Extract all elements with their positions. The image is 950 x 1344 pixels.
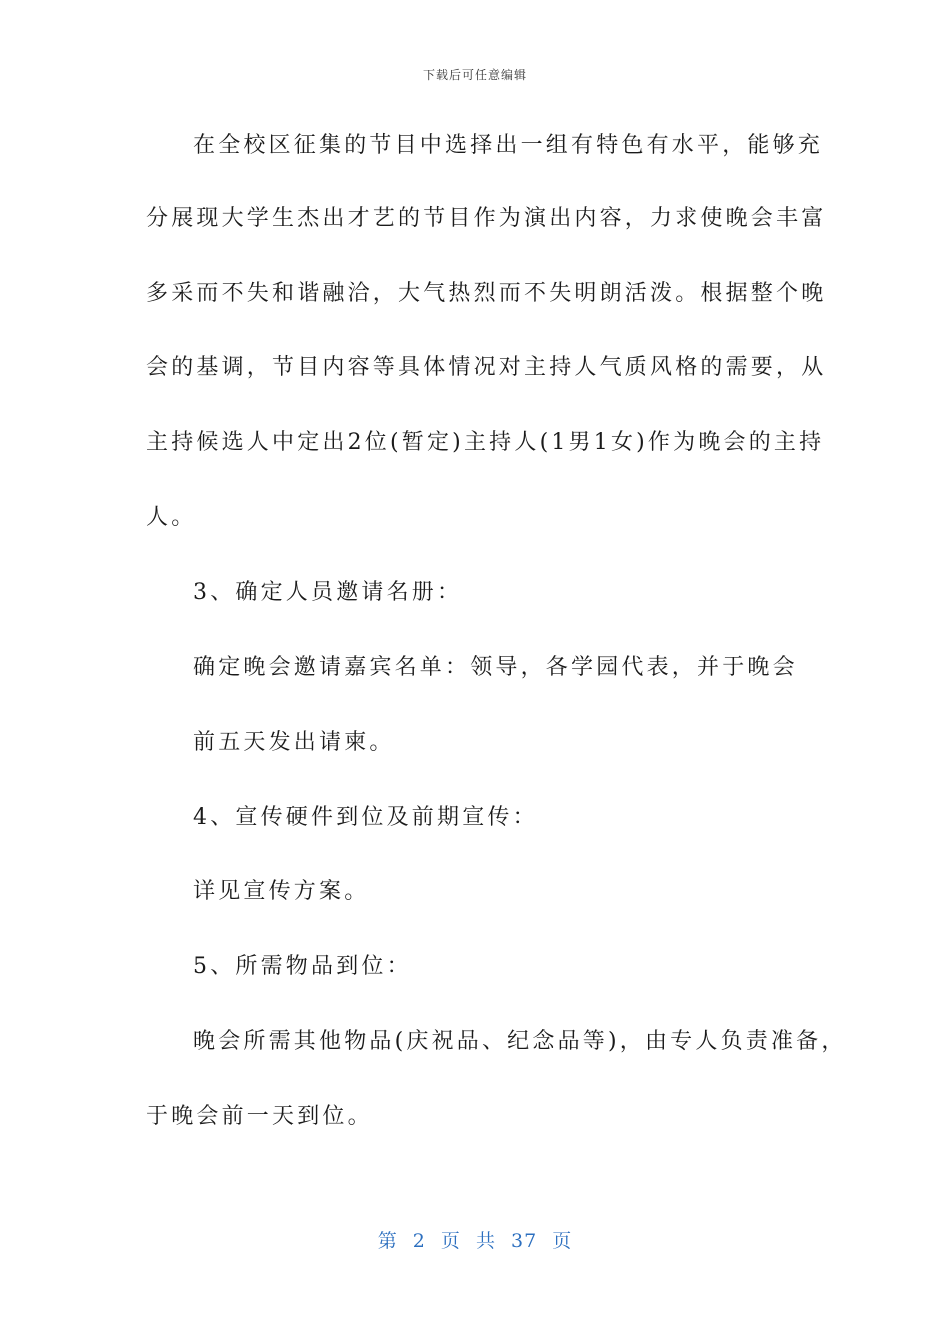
paragraph-line-7: 确定晚会邀请嘉宾名单：领导，各学园代表，并于晚会 [193,655,798,680]
header-note: 下载后可任意编辑 [422,68,527,82]
paragraph-line-8: 前五天发出请柬。 [193,730,395,755]
paragraph-line-2: 分展现大学生杰出才艺的节目作为演出内容，力求使晚会丰富 [146,206,827,231]
paragraph-line-10: 晚会所需其他物品(庆祝品、纪念品等)，由专人负责准备， [193,1029,847,1054]
footer-suffix: 页 [552,1230,573,1252]
paragraph-line-3: 多采而不失和谐融洽，大气热烈而不失明朗活泼。根据整个晚 [146,281,827,306]
section-heading-3: 3、确定人员邀请名册： [193,580,463,605]
page-footer [0,1226,950,1253]
footer-total-word: 共 [475,1230,496,1252]
paragraph-line-6: 人。 [146,505,197,530]
paragraph-line-11: 于晚会前一天到位。 [146,1104,373,1129]
section-heading-4: 4、宣传硬件到位及前期宣传： [193,805,538,830]
footer-page-number: 2 [412,1230,426,1252]
footer-page-word: 页 [440,1230,461,1252]
paragraph-line-4: 会的基调，节目内容等具体情况对主持人气质风格的需要，从 [146,355,827,380]
paragraph-line-9: 详见宣传方案。 [193,879,370,904]
section-heading-5: 5、所需物品到位： [193,954,412,979]
footer-total-pages: 37 [511,1230,538,1252]
footer-prefix: 第 [377,1230,398,1252]
paragraph-line-1: 在全校区征集的节目中选择出一组有特色有水平，能够充 [193,133,824,158]
paragraph-line-5: 主持候选人中定出2位(暂定)主持人(1男1女)作为晚会的主持 [146,430,825,455]
